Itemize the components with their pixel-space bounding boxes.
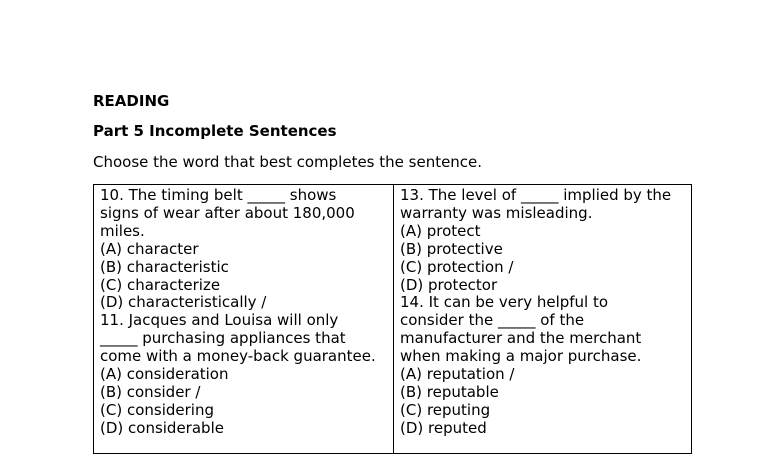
question-10-line-2: signs of wear after about 180,000	[100, 203, 355, 222]
question-11-option-c: (C) considering	[100, 400, 214, 419]
question-13-option-b: (B) protective	[400, 239, 503, 258]
question-11-line-1: 11. Jacques and Louisa will only	[100, 311, 339, 330]
question-13-line-2: warranty was misleading.	[400, 203, 593, 222]
question-14-line-1: 14. It can be very helpful to	[400, 293, 609, 312]
question-10-line-3: miles.	[100, 221, 145, 240]
instructions-text: Choose the word that best completes the sentence.	[93, 153, 483, 171]
question-10-option-c: (C) characterize	[100, 275, 221, 294]
question-13-line-1: 13. The level of _____ implied by the	[400, 186, 672, 204]
question-14-option-d: (D) reputed	[400, 418, 487, 437]
question-13-option-c: (C) protection /	[400, 257, 514, 276]
question-10-option-a: (A) character	[100, 239, 199, 258]
question-11-option-a: (A) consideration	[100, 365, 229, 384]
question-14-option-c: (C) reputing	[400, 400, 491, 419]
question-11-line-3: come with a money-back guarantee.	[100, 347, 376, 366]
question-14-line-2: consider the _____ of the	[400, 311, 585, 330]
question-14-line-4: when making a major purchase.	[400, 347, 642, 366]
question-11-line-2: _____ purchasing appliances that	[100, 329, 346, 348]
questions-left-column	[94, 185, 394, 453]
part-title: Part 5 Incomplete Sentences	[93, 122, 337, 140]
question-10-option-d: (D) characteristically /	[100, 293, 267, 312]
questions-right-column	[394, 185, 691, 453]
question-10-line-1: 10. The timing belt _____ shows	[100, 186, 337, 204]
question-11-option-b: (B) consider /	[100, 382, 201, 401]
question-11-option-d: (D) considerable	[100, 418, 224, 437]
question-13-option-d: (D) protector	[400, 275, 498, 294]
questions-table	[93, 184, 692, 454]
question-13-option-a: (A) protect	[400, 221, 481, 240]
question-14-line-3: manufacturer and the merchant	[400, 329, 642, 348]
section-title: READING	[93, 92, 170, 110]
question-14-option-a: (A) reputation /	[400, 365, 515, 384]
question-14-option-b: (B) reputable	[400, 382, 499, 401]
question-10-option-b: (B) characteristic	[100, 257, 229, 276]
